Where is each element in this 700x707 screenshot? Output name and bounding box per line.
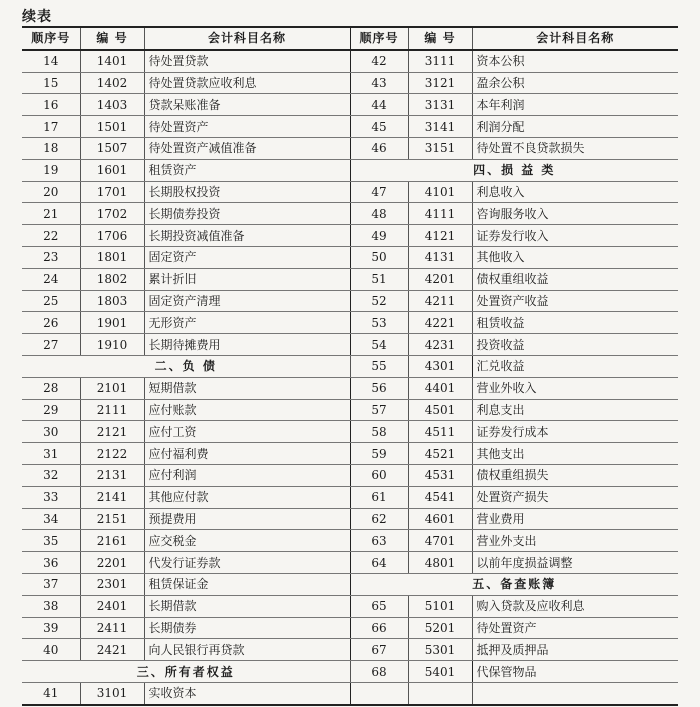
account-name-cell: 以前年度损益调整 xyxy=(472,552,678,574)
table-row xyxy=(22,312,678,334)
code-cell: 1803 xyxy=(80,290,144,312)
code-cell: 2101 xyxy=(80,377,144,399)
seq-cell: 67 xyxy=(350,639,408,661)
seq-cell: 33 xyxy=(22,486,80,508)
account-name-cell: 待处置不良贷款损失 xyxy=(472,137,678,159)
table-row xyxy=(22,595,678,617)
seq-cell: 32 xyxy=(22,464,80,486)
code-cell: 2301 xyxy=(80,573,144,595)
section-heading: 五、备查账簿 xyxy=(350,573,678,595)
code-cell: 4511 xyxy=(408,421,472,443)
table-row xyxy=(22,137,678,159)
account-name-cell: 长期借款 xyxy=(144,595,350,617)
account-name-cell: 短期借款 xyxy=(144,377,350,399)
code-cell: 3111 xyxy=(408,50,472,72)
account-name-cell: 固定资产 xyxy=(144,246,350,268)
table-row xyxy=(22,225,678,247)
account-name-cell: 待处置贷款 xyxy=(144,50,350,72)
seq-cell: 35 xyxy=(22,530,80,552)
seq-cell: 38 xyxy=(22,595,80,617)
code-cell: 3101 xyxy=(80,682,144,704)
seq-cell: 61 xyxy=(350,486,408,508)
header-seq-right: 顺序号 xyxy=(350,27,408,50)
code-cell: 4701 xyxy=(408,530,472,552)
code-cell: 1702 xyxy=(80,203,144,225)
code-cell: 2121 xyxy=(80,421,144,443)
code-cell: 2151 xyxy=(80,508,144,530)
account-name-cell: 资本公积 xyxy=(472,50,678,72)
table-body xyxy=(22,50,678,705)
table-row xyxy=(22,573,678,595)
account-name-cell: 租赁资产 xyxy=(144,159,350,181)
seq-cell: 48 xyxy=(350,203,408,225)
table-row xyxy=(22,639,678,661)
code-cell: 1403 xyxy=(80,94,144,116)
account-name-cell: 利息收入 xyxy=(472,181,678,203)
section-heading: 三、所有者权益 xyxy=(22,661,350,683)
code-cell: 2111 xyxy=(80,399,144,421)
seq-cell: 41 xyxy=(22,682,80,704)
account-name-cell: 营业费用 xyxy=(472,508,678,530)
seq-cell: 46 xyxy=(350,137,408,159)
seq-cell: 49 xyxy=(350,225,408,247)
table-row xyxy=(22,116,678,138)
account-name-cell: 证券发行成本 xyxy=(472,421,678,443)
account-name-cell: 长期债券投资 xyxy=(144,203,350,225)
account-name-cell: 其他应付款 xyxy=(144,486,350,508)
header-name-left: 会计科目名称 xyxy=(144,27,350,50)
account-name-cell: 本年利润 xyxy=(472,94,678,116)
code-cell: 1501 xyxy=(80,116,144,138)
seq-cell: 36 xyxy=(22,552,80,574)
account-name-cell: 待处置资产减值准备 xyxy=(144,137,350,159)
code-cell: 1401 xyxy=(80,50,144,72)
account-name-cell: 其他支出 xyxy=(472,443,678,465)
code-cell: 1801 xyxy=(80,246,144,268)
table-row xyxy=(22,94,678,116)
code-cell: 4531 xyxy=(408,464,472,486)
table-row xyxy=(22,443,678,465)
seq-cell: 64 xyxy=(350,552,408,574)
account-name-cell: 利息支出 xyxy=(472,399,678,421)
seq-cell: 45 xyxy=(350,116,408,138)
account-name-cell: 应付工资 xyxy=(144,421,350,443)
account-name-cell: 租赁收益 xyxy=(472,312,678,334)
account-name-cell: 营业外支出 xyxy=(472,530,678,552)
account-name-cell: 代发行证券款 xyxy=(144,552,350,574)
table-row xyxy=(22,464,678,486)
code-cell: 2161 xyxy=(80,530,144,552)
seq-cell: 29 xyxy=(22,399,80,421)
table-row xyxy=(22,682,678,704)
code-cell: 5101 xyxy=(408,595,472,617)
code-cell: 4231 xyxy=(408,334,472,356)
table-row xyxy=(22,334,678,356)
table-row xyxy=(22,508,678,530)
seq-cell: 17 xyxy=(22,116,80,138)
account-name-cell: 无形资产 xyxy=(144,312,350,334)
code-cell: 2131 xyxy=(80,464,144,486)
account-name-cell: 应付账款 xyxy=(144,399,350,421)
code-cell: 1507 xyxy=(80,137,144,159)
section-heading: 四、损 益 类 xyxy=(350,159,678,181)
code-cell: 4221 xyxy=(408,312,472,334)
table-row xyxy=(22,246,678,268)
account-name-cell: 固定资产清理 xyxy=(144,290,350,312)
seq-cell xyxy=(350,682,408,704)
seq-cell: 23 xyxy=(22,246,80,268)
code-cell: 5201 xyxy=(408,617,472,639)
header-code-right: 编 号 xyxy=(408,27,472,50)
table-row xyxy=(22,159,678,181)
code-cell: 4501 xyxy=(408,399,472,421)
account-name-cell: 证券发行收入 xyxy=(472,225,678,247)
account-name-cell: 盈余公积 xyxy=(472,72,678,94)
header-code-left: 编 号 xyxy=(80,27,144,50)
account-name-cell: 购入贷款及应收利息 xyxy=(472,595,678,617)
account-name-cell: 处置资产收益 xyxy=(472,290,678,312)
code-cell: 3131 xyxy=(408,94,472,116)
account-name-cell: 债权重组收益 xyxy=(472,268,678,290)
code-cell: 5301 xyxy=(408,639,472,661)
seq-cell: 24 xyxy=(22,268,80,290)
code-cell: 2411 xyxy=(80,617,144,639)
seq-cell: 27 xyxy=(22,334,80,356)
seq-cell: 40 xyxy=(22,639,80,661)
account-name-cell: 咨询服务收入 xyxy=(472,203,678,225)
code-cell: 4211 xyxy=(408,290,472,312)
seq-cell: 57 xyxy=(350,399,408,421)
seq-cell: 30 xyxy=(22,421,80,443)
table-row xyxy=(22,355,678,377)
seq-cell: 50 xyxy=(350,246,408,268)
seq-cell: 43 xyxy=(350,72,408,94)
header-name-right: 会计科目名称 xyxy=(472,27,678,50)
seq-cell: 59 xyxy=(350,443,408,465)
table-row xyxy=(22,50,678,72)
table-row xyxy=(22,661,678,683)
table-row xyxy=(22,552,678,574)
account-name-cell: 汇兑收益 xyxy=(472,355,678,377)
seq-cell: 34 xyxy=(22,508,80,530)
account-name-cell: 预提费用 xyxy=(144,508,350,530)
code-cell: 4301 xyxy=(408,355,472,377)
seq-cell: 44 xyxy=(350,94,408,116)
code-cell: 1901 xyxy=(80,312,144,334)
account-name-cell: 长期投资减值准备 xyxy=(144,225,350,247)
seq-cell: 56 xyxy=(350,377,408,399)
seq-cell: 65 xyxy=(350,595,408,617)
code-cell: 4801 xyxy=(408,552,472,574)
code-cell: 4401 xyxy=(408,377,472,399)
code-cell: 4601 xyxy=(408,508,472,530)
account-name-cell: 其他收入 xyxy=(472,246,678,268)
seq-cell: 22 xyxy=(22,225,80,247)
account-name-cell: 待处置资产 xyxy=(472,617,678,639)
code-cell: 1402 xyxy=(80,72,144,94)
seq-cell: 53 xyxy=(350,312,408,334)
seq-cell: 52 xyxy=(350,290,408,312)
header-seq-left: 顺序号 xyxy=(22,27,80,50)
account-name-cell: 租赁保证金 xyxy=(144,573,350,595)
code-cell: 4111 xyxy=(408,203,472,225)
code-cell: 4201 xyxy=(408,268,472,290)
seq-cell: 66 xyxy=(350,617,408,639)
code-cell: 4541 xyxy=(408,486,472,508)
account-name-cell: 利润分配 xyxy=(472,116,678,138)
code-cell: 1802 xyxy=(80,268,144,290)
code-cell xyxy=(408,682,472,704)
code-cell: 1910 xyxy=(80,334,144,356)
table-row xyxy=(22,421,678,443)
account-name-cell: 长期股权投资 xyxy=(144,181,350,203)
code-cell: 3151 xyxy=(408,137,472,159)
seq-cell: 47 xyxy=(350,181,408,203)
seq-cell: 55 xyxy=(350,355,408,377)
account-name-cell xyxy=(472,682,678,704)
seq-cell: 31 xyxy=(22,443,80,465)
seq-cell: 60 xyxy=(350,464,408,486)
table-row xyxy=(22,72,678,94)
table-header-row xyxy=(22,27,678,50)
account-name-cell: 应付利润 xyxy=(144,464,350,486)
table-row xyxy=(22,530,678,552)
account-name-cell: 债权重组损失 xyxy=(472,464,678,486)
code-cell: 2421 xyxy=(80,639,144,661)
account-name-cell: 抵押及质押品 xyxy=(472,639,678,661)
code-cell: 4101 xyxy=(408,181,472,203)
code-cell: 5401 xyxy=(408,661,472,683)
code-cell: 4131 xyxy=(408,246,472,268)
seq-cell: 18 xyxy=(22,137,80,159)
table-row xyxy=(22,203,678,225)
code-cell: 2401 xyxy=(80,595,144,617)
account-name-cell: 营业外收入 xyxy=(472,377,678,399)
code-cell: 3141 xyxy=(408,116,472,138)
account-name-cell: 应交税金 xyxy=(144,530,350,552)
seq-cell: 37 xyxy=(22,573,80,595)
code-cell: 2141 xyxy=(80,486,144,508)
seq-cell: 58 xyxy=(350,421,408,443)
seq-cell: 19 xyxy=(22,159,80,181)
table-row xyxy=(22,486,678,508)
seq-cell: 51 xyxy=(350,268,408,290)
seq-cell: 63 xyxy=(350,530,408,552)
code-cell: 2201 xyxy=(80,552,144,574)
seq-cell: 62 xyxy=(350,508,408,530)
seq-cell: 25 xyxy=(22,290,80,312)
code-cell: 1706 xyxy=(80,225,144,247)
seq-cell: 54 xyxy=(350,334,408,356)
account-name-cell: 长期待摊费用 xyxy=(144,334,350,356)
seq-cell: 68 xyxy=(350,661,408,683)
seq-cell: 21 xyxy=(22,203,80,225)
table-row xyxy=(22,377,678,399)
account-name-cell: 实收资本 xyxy=(144,682,350,704)
seq-cell: 39 xyxy=(22,617,80,639)
code-cell: 4521 xyxy=(408,443,472,465)
seq-cell: 16 xyxy=(22,94,80,116)
account-name-cell: 应付福利费 xyxy=(144,443,350,465)
account-name-cell: 向人民银行再贷款 xyxy=(144,639,350,661)
table-caption: 续表 xyxy=(22,9,52,25)
account-name-cell: 累计折旧 xyxy=(144,268,350,290)
account-name-cell: 待处置贷款应收利息 xyxy=(144,72,350,94)
account-name-cell: 处置资产损失 xyxy=(472,486,678,508)
account-name-cell: 长期债券 xyxy=(144,617,350,639)
seq-cell: 20 xyxy=(22,181,80,203)
table-row xyxy=(22,290,678,312)
seq-cell: 26 xyxy=(22,312,80,334)
code-cell: 1701 xyxy=(80,181,144,203)
account-name-cell: 代保管物品 xyxy=(472,661,678,683)
section-heading: 二、负 债 xyxy=(22,355,350,377)
table-row xyxy=(22,617,678,639)
account-name-cell: 投资收益 xyxy=(472,334,678,356)
seq-cell: 42 xyxy=(350,50,408,72)
seq-cell: 15 xyxy=(22,72,80,94)
seq-cell: 14 xyxy=(22,50,80,72)
code-cell: 2122 xyxy=(80,443,144,465)
account-name-cell: 贷款呆账准备 xyxy=(144,94,350,116)
code-cell: 3121 xyxy=(408,72,472,94)
account-name-cell: 待处置资产 xyxy=(144,116,350,138)
code-cell: 1601 xyxy=(80,159,144,181)
seq-cell: 28 xyxy=(22,377,80,399)
table-row xyxy=(22,399,678,421)
code-cell: 4121 xyxy=(408,225,472,247)
table-row xyxy=(22,181,678,203)
table-row xyxy=(22,268,678,290)
accounts-table xyxy=(22,26,678,706)
